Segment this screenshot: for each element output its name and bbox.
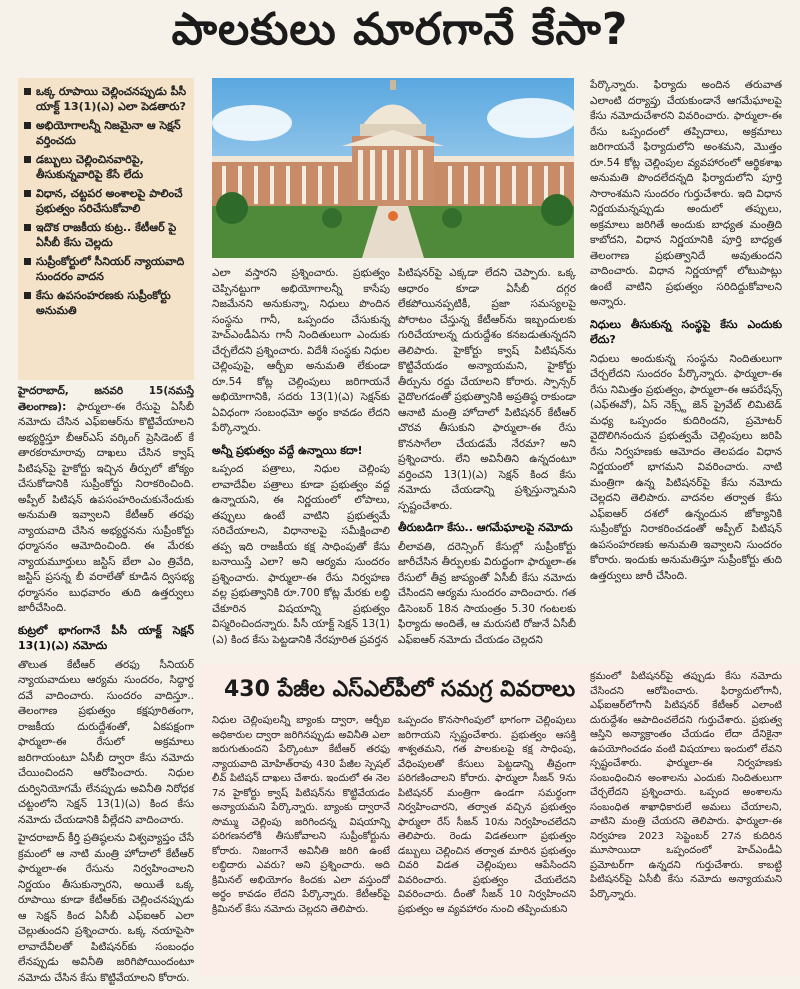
sub-story-column-1 [212, 714, 390, 920]
paragraph: పిటిషనర్‌పై ఎక్కడా లేదని చెప్పారు. ఒక్క ఆధారం కూడా ఏసీబీ దగ్గర లేకపోయినప్పటికీ, ప్రజా సమస్యలపై పోరాటం చేస్తున్న కేటీఆర్‌ను ఇబ్బందులకు గురిచేయాలన్న దురుద్దేశం కనబడుతున్నదని తెలిపారు. హైకోర్టు క్వాష్ పిటిషన్‌ను కొట్టివేయడం అన్యాయమని, హైకోర్టు తీర్పును రద్దు చేయాలని కోరారు. స్పాన్సర్ వైదొలగడంతో ప్రభుత్వానికి అప్రతిష్ఠ రాకుండా ఆనాటి మంత్రి హోదాలో పిటిషనర్ కేటీఆర్ చొరవ తీసుకుని ఫార్ములా-ఈ రేసు కొనసాగేలా చేయడమే నేరమా? అని ప్రశ్నించారు. లేని అవినీతిని ఉన్నదంటూ వర్తించని 13(1)(ఎ) సెక్షన్ కింద కేసు నమోదు చేయడాన్ని ప్రశ్నిస్తున్నామని స్పష్టంచేశారు. [398, 267, 576, 512]
paragraph: ఒప్పంద పత్రాలు, నిధుల చెల్లింపు లావాదేవీల పత్రాలు కూడా ప్రభుత్వం వద్ద ఉన్నాయని, ఈ నిర్ణయంలో లోపాలు, తప్పులు ఉంటే వాటిని ప్రభుత్వమే సరిచేయాలని, విధానాలపై సమీక్షించాలి తప్ప ఇది రాజకీయ కక్ష సాధింపుతో కేసు బనాయిస్తే ఎలా? అని ఆర్యమ సుందరం ప్రశ్నించారు. ఫార్ములా-ఈ రేసు నిర్వహణ వల్ల ప్రభుత్వానికి రూ.700 కోట్ల మేరకు లబ్ధి చేకూరిన విషయాన్ని ప్రభుత్వం విస్మరించిందన్నారు. పీసీ యాక్ట్ సెక్షన్ 13(1)(ఎ) కింద కేసు పెట్టడానికి నేరపూరిత ప్రవర్తన [212, 463, 390, 646]
paragraph [18, 384, 194, 617]
sub-story-title: 430 పేజీల ఎస్ఎల్‌పీలో సమగ్ర వివరాలు [224, 677, 576, 702]
column-1 [18, 384, 194, 989]
highlight-text: సుప్రీంకోర్టులో సీనియర్ న్యాయవాది సుందరం వాదన [36, 255, 185, 283]
paragraph: క్రమంలో పిటిషనర్‌పై తప్పుడు కేసు నమోదు చేసిందని ఆరోపించారు. ఫిర్యాదులోగానీ, ఎఫ్ఐఆర్‌లోగానీ పిటిషనర్ కేటీఆర్ ఎలాంటి దురుద్దేశం ఆపాదించలేదని గుర్తుచేశారు. ప్రభుత్వ ఆస్తిని అన్యాక్రాంతం చేయడం లేదా దేనికైనా ఉపయోగించడం వంటి విషయాలు ఇందులో లేవని స్పష్టంచేశారు. ఫార్ములా-ఈ నిర్వహణకు సంబంధించిన అంశాలను ఎందుకు నిందితులుగా చేర్చలేదని ప్రశ్నించారు. ఒప్పంద అంశాలను సంబంధిత శాఖాధికారులే అమలు చేయాలని, వాటిని మంత్రి చేయరని తెలిపారు. ఫార్ములా-ఈ నిర్వహణ 2023 సెప్టెంబర్ 27న కుదిరిన మూసాయిదా ఒప్పందంలో హెచ్ఎండీఏ ప్రమోటర్‌గా ఉన్నదని గుర్తుచేశారు. కాబట్టి పిటిషనర్‌పై ఏసీబీ కేసు నమోదు అన్యాయమని పేర్కొన్నారు. [590, 671, 782, 900]
column-2 [212, 266, 390, 651]
highlights-list [22, 84, 188, 318]
subheading: తీరుబడిగా కేసు.. ఆగమేఘాలపై నమోదు [398, 521, 573, 534]
highlights-box [18, 78, 194, 380]
headline: పాలకులు మారగానే కేసా? [171, 4, 629, 55]
highlight-text: ఒక్క రూపాయి చెల్లించనప్పుడు పీసీ యాక్ట్ 13(1)(ఎ) ఎలా పెడతారు? [36, 85, 187, 113]
square-bullet-icon [24, 224, 31, 231]
highlight-text: విధాన, చట్టపర అంశాలపై పాలించే ప్రభుత్వం సరిచేసుకోవాలి [36, 187, 183, 215]
subheading: అన్నీ ప్రభుత్వం వద్దే ఉన్నాయి కదా! [212, 443, 363, 457]
highlight-item [22, 220, 188, 250]
highlight-item [22, 254, 188, 284]
subheading: నిధులు తీసుకున్న సంస్థపై కేసు ఎందుకు లేదు? [590, 317, 782, 346]
highlight-text: కేసు ఉపసంహరణకు సుప్రీంకోర్టు అనుమతి [36, 289, 171, 317]
square-bullet-icon [24, 190, 31, 197]
highlight-item [22, 152, 188, 182]
column-4 [590, 78, 782, 587]
paragraph: పేర్కొన్నారు. ఫిర్యాదు అందిన తరువాత ఎలాంటి దర్యాప్తు చేయకుండానే ఆగమేఘాలపై కేసు నమోదుచేశారని వివరించారు. ఫార్ములా-ఈ రేసు ఒప్పందంలో తప్పిదాలు, అక్రమాలు జరిగాయనే ఫిర్యాదులోని అంశమని, మొత్తం రూ.54 కోట్ల చెల్లింపుల వ్యవహారంలో ఆర్థికశాఖ అనుమతి పొందలేదన్నది ఫిర్యాదులోని పూర్తి సారాంశమని సుందరం గుర్తుచేశారు. ఇది విధాన నిర్ణయమన్నప్పుడు అందులో తప్పులు, అక్రమాలు జరిగితే అందుకు బాధ్యత మంత్రిది కాబోదని, విధాన నిర్ణయానికి పూర్తి బాధ్యత తెలంగాణ ప్రభుత్వానిదే అవుతుందని వాదించారు. విధాన నిర్ణయాల్లో లోటుపాట్లు ఉంటే వాటిని ప్రభుత్వం సరిదిద్దుకోవాలని అన్నారు. [590, 79, 782, 308]
square-bullet-icon [24, 122, 31, 129]
paragraph: లీలావతి, దరెన్సింగ్ కేసుల్లో సుప్రీంకోర్టు జారీచేసిన తీర్పులకు విరుద్ధంగా ఫార్ములా-ఈ రేసులో తీవ్ర జాప్యంతో ఏసీబీ కేసు నమోదు చేసిందని ఆర్యమ సుందరం వాదించారు. గత డిసెంబర్ 18న సాయంత్రం 5.30 గంటలకు ఫిర్యాదు అందితే, ఆ మరుసటి రోజునే ఏసీబీ ఎఫ్ఐఆర్ నమోదు చేయడం చెల్లదని [398, 540, 576, 646]
paragraph: తొలుత కేటీఆర్ తరఫు సీనియర్ న్యాయవాదులు ఆర్యమ సుందరం, సిద్ధార్థ దవే వాదించారు. సుందరం వాదిస్తూ.. తెలంగాణ ప్రభుత్వం కక్షపూరితంగా, రాజకీయ దురుద్దేశంతో, ఏకపక్షంగా ఫార్ములా-ఈ రేసులో అక్రమాలు జరిగాయంటూ ఏసీబీ ద్వారా కేసు నమోదు చేయించిందని ఆరోపించారు. నిధుల దుర్వినియోగమే లేనప్పుడు అవినీతి నిరోధక చట్టంలోని సెక్షన్ 13(1)(ఎ) కింద కేసు నమోదు చేయడానికి వీల్లేదని వాదించారు. [18, 658, 194, 826]
highlight-text: అభియోగాలన్నీ నిజమైనా ఆ సెక్షన్ వర్తించదు [36, 119, 181, 147]
paragraph-text: ఫార్ములా-ఈ రేసుపై ఏసీబీ నమోదు చేసిన ఎఫ్ఐఆర్‌ను కొట్టివేయాలని అభ్యర్థిస్తూ బీఆర్ఎస్ వర్కింగ్ ప్రెసిడెంట్ కే తారకరామారావు దాఖలు చేసిన క్వాష్ పిటిషన్‌పై హైకోర్టు ఇచ్చిన తీర్పులో జోక్యం చేసుకోడానికి సుప్రీంకోర్టు నిరాకరించింది. అప్పీల్ పిటిషన్ ఉపసంహరించుకునేందుకు అనుమతి ఇవ్వాలని కేటీఆర్ తరఫు న్యాయవాది చేసిన అభ్యర్థనను సుప్రీంకోర్టు ధర్మాసనం ఆమోదించింది. ఈ మేరకు న్యాయమూర్తులు జస్టిస్ బేలా ఎం త్రివేది, జస్టిస్ ప్రసన్న బీ వరాలేతో కూడిన ద్విసభ్య ధర్మాసనం బుధవారం తుది ఉత్తర్వులు జారీచేసింది. [18, 400, 194, 614]
paragraph: ఒప్పందం కొనసాగింపులో భాగంగా చెల్లింపులు జరిగాయని స్పష్టంచేశారు. ప్రభుత్వం ఆసక్తి శాశ్వతమని, గత పాలకులపై కక్ష సాధింపు, వేధింపులతో కేసులు పెట్టడాన్ని తీవ్రంగా పరిగణించాలని కోరారు. ఫార్ములా సీజన్ 9ను పిటిషనర్ మంత్రిగా ఉండగా సమర్థంగా నిర్వహించారని, తర్వాత వచ్చిన ప్రభుత్వం ఫార్ములా రేస్ సీజన్ 10ను నిర్వహించలేదని తెలిపారు. రెండు విడతలుగా ప్రభుత్వం డబ్బులు చెల్లించిన తర్వాత మారిన ప్రభుత్వం చివరి విడత చెల్లింపులు ఆపేసిందని వివరించారు. ప్రభుత్వం చేయలేదని వివరించారు. దీంతో సీజన్ 10 నిర్వహించని ప్రభుత్వం ఆ వ్యవహారం నుంచి తప్పించుకుని [398, 715, 576, 915]
highlight-item [22, 84, 188, 114]
paragraph: ఎలా వస్తారని ప్రశ్నించారు. ప్రభుత్వం చెప్పినట్టుగా అభియోగాలన్నీ కాసేపు నిజమేనని అనుకున్నా, నిధులు పొందిన సంస్థను గానీ, ఒప్పందం చేసుకున్న హెచ్ఎండీఏను గానీ నిందితులుగా ఎందుకు చేర్చలేదని ప్రశ్నించారు. విదేశీ సంస్థకు నిధుల చెల్లింపుపై, ఆర్బీఐ అనుమతి లేకుండా రూ.54 కోట్ల చెల్లింపులు జరిగాయనే అభియోగానికి, సదరు 13(1)(ఎ) సెక్షన్‌కు ఏవిధంగా సంబంధమో అర్థం కావడం లేదని పేర్కొన్నారు. [212, 267, 390, 434]
highlight-text: డబ్బులు చెల్లించినవారిపై, తీసుకున్నవారిపై కేసే లేదు [36, 153, 144, 181]
column-3 [398, 266, 576, 651]
sub-story-column-3 [590, 670, 782, 905]
paragraph: హైదరాబాద్ కీర్తి ప్రతిష్ఠలను విశ్వవ్యాప్తం చేసే క్రమంలో ఆ నాటి మంత్రి హోదాలో కేటీఆర్ ఫార్ములా-ఈ రేసును నిర్వహించాలని నిర్ణయం తీసుకున్నారని, అయితే ఒక్క రూపాయి కూడా కేటీఆర్‌కు చెల్లించనప్పుడు ఆ సెక్షన్ కింద ఏసీబీ ఎఫ్ఐఆర్ ఎలా చెల్లుతుందని ప్రశ్నించారు. ఒక్క నయాపైసా లావాదేవీలతో పిటిషనర్‌కు సంబంధం లేనప్పుడు అవినీతి జరిగిపోయిందంటూ నమోదు చేసిన కేసు కొట్టివేయాలని కోరారు. [18, 832, 194, 984]
supreme-court-building-icon [212, 78, 574, 258]
square-bullet-icon [24, 292, 31, 299]
paragraph: నిధుల చెల్లింపులన్నీ బ్యాంకు ద్వారా, ఆర్బీఐ అధికారుల ద్వారా జరిగినప్పుడు అవినీతి ఎలా జరుగుతుందని పేర్కొంటూ కేటీఆర్ తరఫు న్యాయవాది మోహిత్‌రావు 430 పేజీల స్పెషల్ లీవ్ పిటిషన్ దాఖలు చేశారు. ఇందులో ఈ నెల 7న హైకోర్టు క్వాష్ పిటిషన్‌ను కొట్టివేయడం అన్యాయమని పేర్కొన్నారు. బ్యాంకు ద్వారానే సొమ్ము చెల్లింపు జరిగిందన్న విషయాన్ని పరిగణనలోకి తీసుకోవాలని సుప్రీంకోర్టును కోరారు. నిజంగానే అవినీతి జరిగి ఉంటే లబ్ధిదారు ఎవరు? అని ప్రశ్నించారు. అది క్రిమినల్ అభియోగం కిందకు ఎలా వస్తుందో అర్థం కావడం లేదని పేర్కొన్నారు. కేటీఆర్‌పై క్రిమినల్ కేసు నమోదు చెల్లదని తెలిపారు. [212, 715, 390, 915]
highlight-text: ఇదొక రాజకీయ కుట్ర.. కేటీఆర్ పై ఏసీబీ కేసు చెల్లదు [36, 221, 177, 249]
square-bullet-icon [24, 258, 31, 265]
square-bullet-icon [24, 156, 31, 163]
highlight-item [22, 186, 188, 216]
subheading: కుట్రలో భాగంగానే పీసీ యాక్ట్ సెక్షన్ 13(1)(ఎ) నమోదు [18, 623, 194, 652]
highlight-item [22, 288, 188, 318]
dateline: హైదరాబాద్, జనవరి 15(నమస్తే తెలంగాణ): [18, 385, 194, 413]
highlight-item [22, 118, 188, 148]
paragraph: నిధులు అందుకున్న సంస్థను నిందితులుగా చేర్చలేదని సుందరం పేర్కొన్నారు. ఫార్ములా-ఈ రేసు నిమిత్తం ప్రభుత్వం, ఫార్ములా-ఈ ఆపరేషన్స్ (ఎఫ్ఈవో), ఏస్ నెక్స్ట్ జెన్ ప్రైవేట్ లిమిటెడ్ మధ్య ఒప్పందం కుదిరిందని, ప్రమోటర్ వైదొలిగినందున ప్రభుత్వమే చెల్లింపులు జరిపి రేసు నిర్వహణకు ఆమోదం తెలపడం విధాన నిర్ణయంలో భాగమని వివరించారు. నాటి మంత్రిగా ఉన్న పిటిషనర్‌పై కేసు నమోదు చెల్లదని తెలిపారు. వాదనల తర్వాత కేసు ఎఫ్ఐఆర్ దశలో ఉన్నందున జోక్యానికి సుప్రీంకోర్టు నిరాకరించడంతో అప్పీల్ పిటిషన్ ఉపసంహరణకు అనుమతి ఇవ్వాలని సుందరం కోరారు. ఇందుకు అనుమతిస్తూ సుప్రీంకోర్టు తుది ఉత్తర్వులు జారీ చేసింది. [590, 352, 782, 582]
square-bullet-icon [24, 88, 31, 95]
sub-story-column-2 [398, 714, 576, 920]
supreme-court-photo [212, 78, 574, 258]
